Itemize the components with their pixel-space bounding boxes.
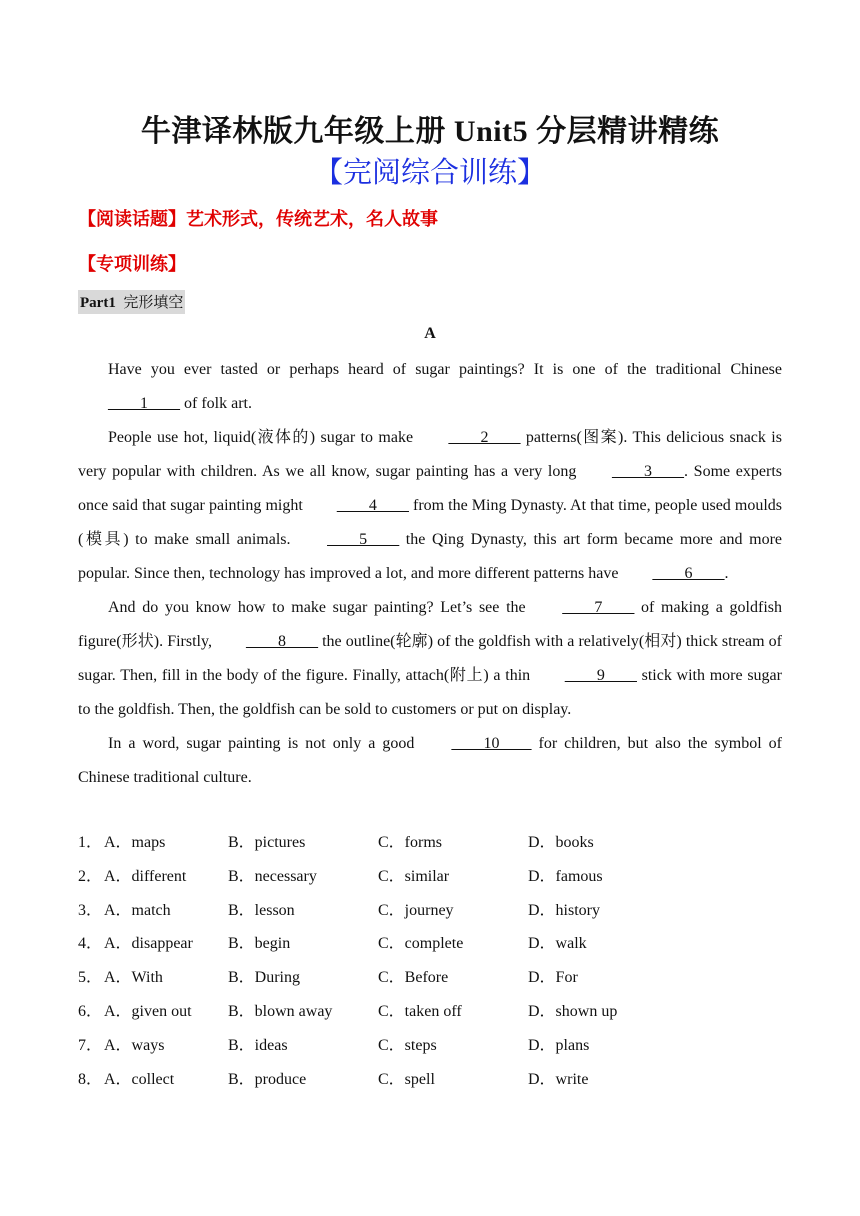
passage-text: Have you ever tasted or perhaps heard of sugar paintings? It is one of the traditional Chinese [108, 361, 782, 378]
question-row [78, 860, 782, 894]
blank-1: ____1____ [108, 395, 180, 412]
option-b: B．During [228, 969, 301, 987]
option-d: D．famous [528, 867, 603, 885]
blank-8: ____8____ [246, 633, 319, 650]
question-row [78, 1063, 782, 1097]
option-d: D．walk [528, 935, 587, 953]
option-c: C．steps [378, 1036, 437, 1054]
page-subtitle: 【完阅综合训练】 [313, 155, 546, 189]
option-c: C．forms [378, 834, 443, 851]
question-row [78, 826, 782, 860]
part-label-en: Part1 [80, 295, 116, 311]
option-c: C．spell [378, 1070, 435, 1088]
option-d: D．For [528, 969, 578, 987]
page-title: 牛津译林版九年级上册 Unit5 分层精讲精练 [140, 115, 720, 148]
passage-text: stick with more sugar to the goldfish. Then, the goldfish can be sold to customers or put on display. [78, 667, 782, 718]
passage-text: for children, but also the symbol of Chinese traditional culture. [78, 735, 782, 786]
question-row [78, 927, 782, 961]
question-row [78, 1029, 782, 1063]
option-d: D．write [528, 1070, 589, 1088]
option-a: A．different [104, 867, 187, 885]
question-number: 3． [78, 901, 103, 919]
question-number: 6． [78, 1002, 103, 1020]
passage-text: the Qing Dynasty, this art form became more and more popular. Since then, technology has improved a lot, and more different patterns have [78, 531, 782, 582]
passage-text: of folk art. [180, 395, 252, 412]
option-a: A．maps [104, 834, 166, 851]
option-a: A．given out [104, 1002, 192, 1020]
special-training-tag: 【专项训练】 [78, 254, 186, 275]
blank-9: ____9____ [564, 667, 637, 684]
question-row [78, 961, 782, 995]
passage-text: People use hot, liquid(液体的) sugar to make [108, 429, 419, 446]
passage-text: . Some experts once said that sugar painting might [78, 463, 782, 514]
option-b: B．lesson [228, 901, 295, 919]
blank-6: ____6____ [652, 565, 725, 582]
paragraph-4 [78, 727, 782, 795]
part-label [78, 290, 185, 314]
question-row [78, 894, 782, 928]
passage-text: . [724, 565, 729, 582]
question-options [78, 826, 782, 1096]
passage-text: In a word, sugar painting is not only a good [108, 735, 422, 752]
option-a: A．disappear [104, 935, 193, 953]
reading-topic-tag: 【阅读话题】艺术形式，传统艺术，名人故事 [78, 209, 438, 230]
paragraph-2 [78, 421, 782, 591]
option-b: B．produce [228, 1070, 307, 1088]
passage-text: of making a goldfish figure(形状). Firstly, [78, 599, 782, 650]
passage-text: And do you know how to make sugar painting? Let’s see the [108, 599, 533, 616]
blank-10: ____10____ [451, 735, 532, 752]
option-a: A．match [104, 901, 171, 919]
blank-4: ____4____ [336, 497, 409, 514]
question-number: 7． [78, 1036, 103, 1054]
question-row [78, 995, 782, 1029]
passage-text: the outline(轮廓) of the goldfish with a relatively(相对) thick stream of sugar. Then, fill in the body of the figure. Finally, attach(附上) a thin [78, 633, 782, 684]
blank-2: ____2____ [448, 429, 521, 446]
option-c: C．journey [378, 901, 454, 919]
option-d: D．shown up [528, 1002, 618, 1020]
option-c: C．Before [378, 969, 449, 987]
question-number: 4． [78, 935, 103, 953]
option-b: B．necessary [228, 867, 317, 885]
passage [78, 353, 782, 795]
section-letter: A [424, 325, 436, 342]
option-c: C．similar [378, 867, 450, 885]
option-a: A．With [104, 969, 163, 987]
option-b: B．pictures [228, 834, 306, 851]
option-a: A．ways [104, 1036, 165, 1054]
option-c: C．taken off [378, 1002, 462, 1020]
passage-text: from the Ming Dynasty. At that time, people used moulds (模具) to make small animals. [78, 497, 782, 548]
question-number: 5． [78, 969, 103, 987]
option-b: B．blown away [228, 1002, 333, 1020]
option-a: A．collect [104, 1070, 175, 1088]
option-d: D．plans [528, 1036, 590, 1054]
blank-7: ____7____ [562, 599, 635, 616]
paragraph-1 [78, 353, 782, 421]
blank-3: ____3____ [612, 463, 684, 480]
blank-5: ____5____ [327, 531, 400, 548]
question-number: 2． [78, 867, 103, 885]
option-b: B．begin [228, 935, 291, 953]
option-c: C．complete [378, 935, 464, 953]
option-d: D．books [528, 834, 594, 851]
question-number: 8． [78, 1070, 103, 1088]
part-label-cn: 完形填空 [123, 293, 184, 311]
passage-text: patterns(图案). This delicious snack is very popular with children. As we all know, sugar painting has a very long [78, 429, 782, 480]
option-b: B．ideas [228, 1036, 288, 1054]
question-number: 1． [78, 834, 103, 851]
option-d: D．history [528, 901, 601, 919]
paragraph-3 [78, 591, 782, 727]
